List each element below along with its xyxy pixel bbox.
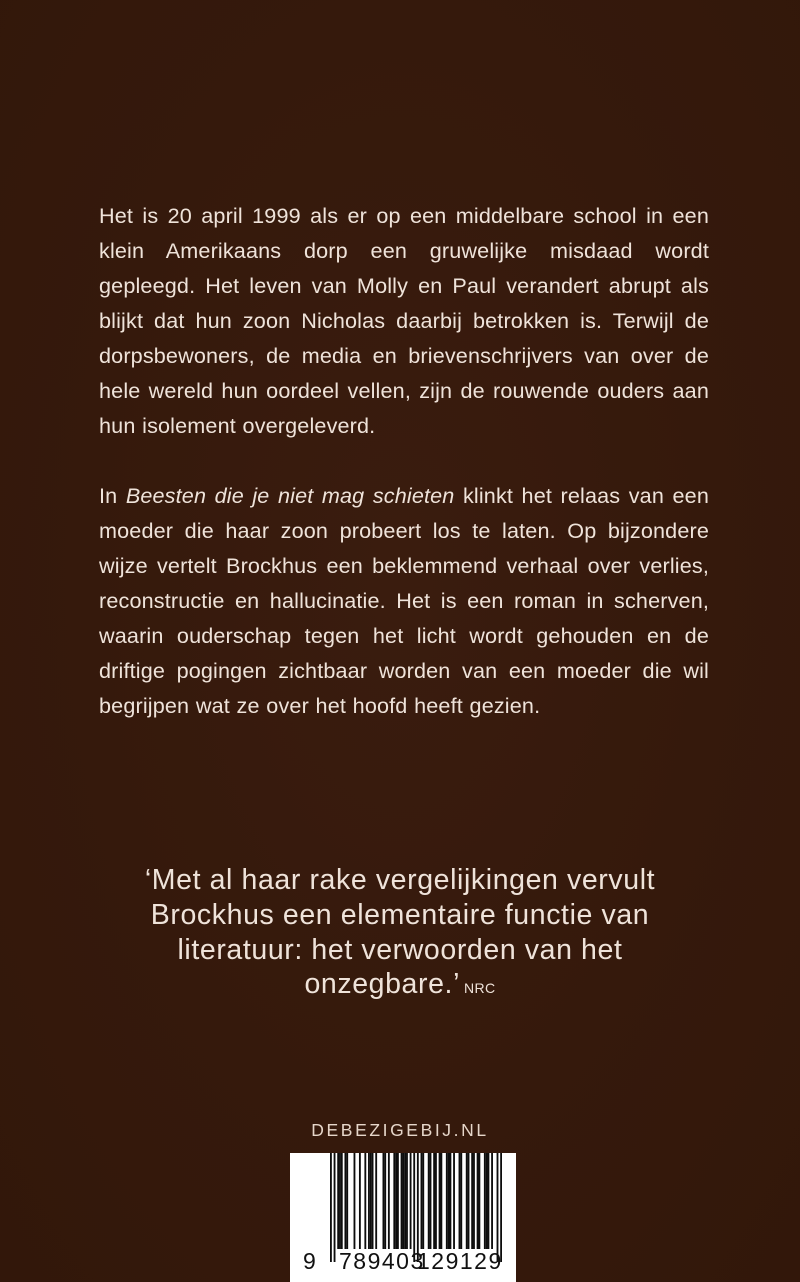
barcode-digits xyxy=(290,1248,516,1272)
quote-line-2: Brockhus een elementaire functie van xyxy=(150,898,650,931)
barcode-bars-icon xyxy=(330,1153,502,1263)
quote-line-4 xyxy=(0,967,800,1006)
blurb-paragraph-2 xyxy=(99,478,709,723)
blurb-paragraph-2-prefix: In xyxy=(99,483,126,508)
quote-line-4-text: onzegbare.’ xyxy=(304,968,460,1001)
barcode-digit-first: 9 xyxy=(303,1248,318,1274)
blurb-paragraph-1: Het is 20 april 1999 als er op een middelbare school in een klein Amerikaans dorp een gruwelijke misdaad wordt gepleegd. Het leven van Molly en Paul verandert abrupt als blijkt dat hun zoon Nicholas daarbij betrokken is. Terwijl de dorpsbewoners, de media en brievenschrijvers van over de hele wereld hun oordeel vellen, zijn de rouwende ouders aan hun isolement overgeleverd. xyxy=(99,203,709,438)
review-quote xyxy=(0,863,800,1006)
quote-source: NRC xyxy=(464,980,496,997)
isbn-barcode xyxy=(290,1153,516,1282)
blurb-paragraph-2-rest: klinkt het relaas van een moeder die haar zoon probeert los te laten. Op bijzondere wijze vertelt Brockhus een beklemmend verhaal over verlies, reconstructie en hallucinatie. Het is een roman in scherven, waarin ouderschap tegen het licht wordt gehouden en de driftige pogingen zichtbaar worden van een moeder die wil begrijpen wat ze over het hoofd heeft gezien. xyxy=(99,483,709,718)
barcode-digits-right: 129129 xyxy=(417,1248,503,1274)
publisher-website: DEBEZIGEBIJ.NL xyxy=(311,1120,489,1140)
book-title-italic: Beesten die je niet mag schieten xyxy=(125,483,455,508)
barcode-digits-left: 789403 xyxy=(339,1248,425,1274)
quote-line-1: ‘Met al haar rake vergelijkingen vervult xyxy=(144,864,656,896)
blurb-text xyxy=(99,198,709,723)
quote-line-3: literatuur: het verwoorden van het xyxy=(177,933,623,966)
